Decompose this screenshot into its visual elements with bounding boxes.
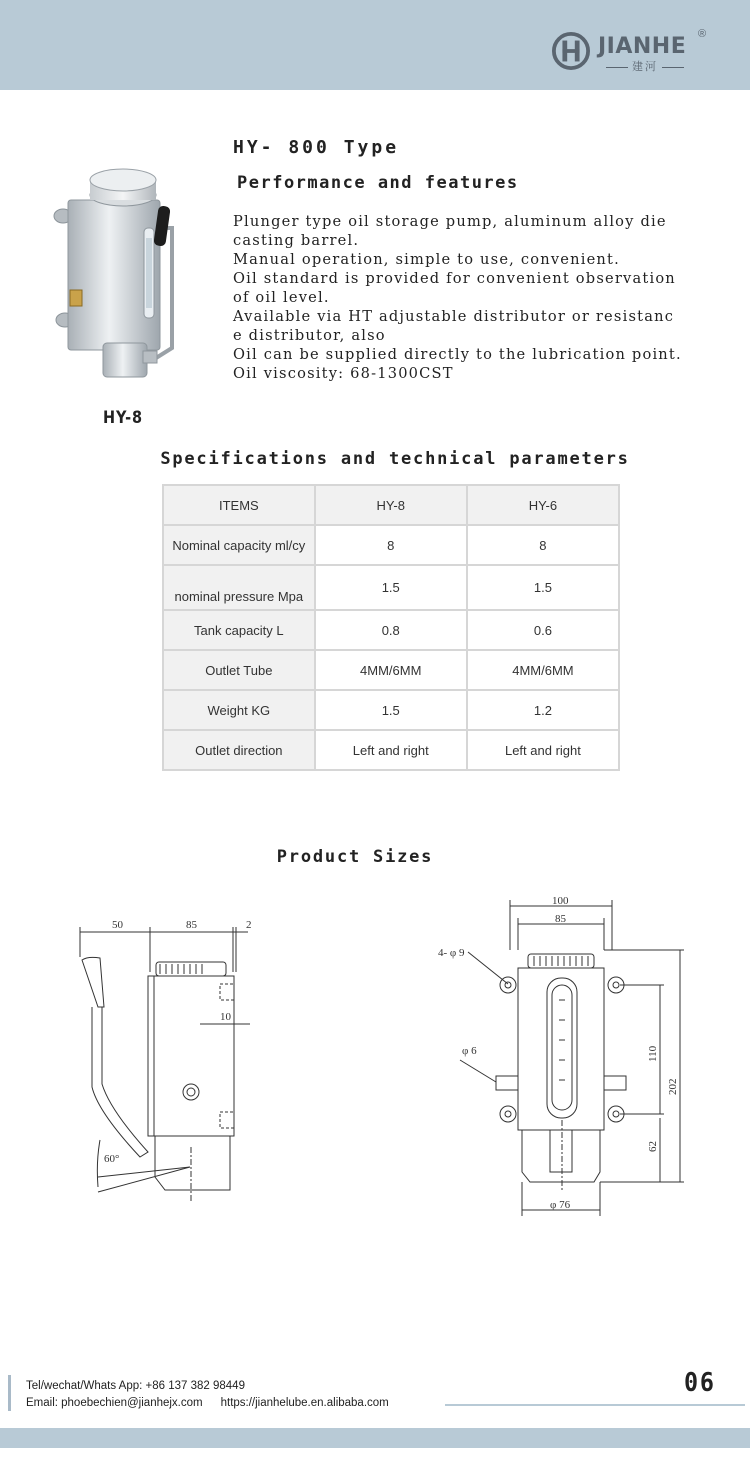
table-header-row: [163, 485, 619, 525]
features-text: [233, 212, 733, 383]
table-cell: 4MM/6MM: [315, 650, 467, 690]
feature-line: Available via HT adjustable distributor or resistanc: [233, 308, 675, 325]
website-link[interactable]: https://jianhelube.en.alibaba.com: [220, 1397, 389, 1409]
features-heading: Performance and features: [237, 173, 519, 193]
dim-label: 10: [220, 1011, 231, 1023]
header-band: [0, 0, 750, 90]
dim-label: 4- φ 9: [438, 947, 465, 959]
dim-label: 2: [246, 919, 252, 931]
table-row: [163, 730, 619, 770]
footer-divider: [445, 1404, 745, 1406]
model-label: HY-8: [103, 408, 143, 428]
table-row: [163, 525, 619, 565]
table-row: [163, 565, 619, 610]
dim-label: 202: [667, 1078, 679, 1095]
brand-subtitle: 建河: [602, 58, 688, 74]
table-cell: 1.2: [467, 690, 619, 730]
sizes-heading: Product Sizes: [276, 847, 434, 867]
spec-table: [162, 484, 620, 771]
dim-label: 85: [555, 913, 566, 925]
dim-label: 100: [552, 895, 569, 907]
dim-label: 62: [647, 1141, 659, 1152]
contact-phone: Tel/wechat/Whats App: +86 137 382 98449: [26, 1380, 245, 1392]
table-row: [163, 610, 619, 650]
table-cell: Tank capacity L: [163, 610, 315, 650]
feature-line: of oil level.: [233, 289, 330, 306]
logo-mark-icon: [552, 32, 590, 70]
footer-contact: [26, 1378, 389, 1412]
page-number: 06: [684, 1368, 716, 1398]
table-cell: 0.8: [315, 610, 467, 650]
table-cell: nominal pressure Mpa: [163, 565, 315, 610]
table-cell: 8: [315, 525, 467, 565]
dim-label: φ 76: [550, 1199, 571, 1211]
table-cell: Left and right: [315, 730, 467, 770]
footer-accent-bar: [8, 1375, 11, 1411]
product-photo: [48, 168, 198, 383]
dim-label: φ 6: [462, 1045, 477, 1057]
registered-mark: ®: [698, 28, 707, 40]
table-cell: 1.5: [315, 690, 467, 730]
feature-line: Plunger type oil storage pump, aluminum alloy die: [233, 213, 667, 230]
feature-line: Oil viscosity: 68-1300CST: [233, 365, 454, 382]
table-row: [163, 650, 619, 690]
table-cell: 4MM/6MM: [467, 650, 619, 690]
table-row: [163, 690, 619, 730]
table-cell: 0.6: [467, 610, 619, 650]
table-cell: 1.5: [315, 565, 467, 610]
spec-heading: Specifications and technical parameters: [160, 449, 630, 469]
feature-line: casting barrel.: [233, 232, 360, 249]
table-cell: Nominal capacity ml/cy: [163, 525, 315, 565]
table-cell: 8: [467, 525, 619, 565]
table-cell: Left and right: [467, 730, 619, 770]
side-view-drawing: [70, 912, 270, 1212]
table-cell: Outlet Tube: [163, 650, 315, 690]
brand-logo: [552, 28, 712, 74]
table-cell: 1.5: [467, 565, 619, 610]
header-cell: ITEMS: [163, 485, 315, 525]
front-view-drawing: [430, 890, 700, 1220]
dim-label: 50: [112, 919, 123, 931]
header-cell: HY-8: [315, 485, 467, 525]
brand-name: JIANHE: [598, 34, 687, 59]
product-title: HY- 800 Type: [233, 137, 400, 158]
feature-line: Oil can be supplied directly to the lubrication point.: [233, 346, 682, 363]
dim-label: 60°: [104, 1153, 120, 1165]
table-cell: Weight KG: [163, 690, 315, 730]
bottom-band: [0, 1428, 750, 1448]
table-cell: Outlet direction: [163, 730, 315, 770]
contact-email: Email: phoebechien@jianhejx.com: [26, 1397, 203, 1409]
dim-label: 85: [186, 919, 197, 931]
feature-line: e distributor, also: [233, 327, 386, 344]
header-cell: HY-6: [467, 485, 619, 525]
feature-line: Manual operation, simple to use, convenient.: [233, 251, 620, 268]
dim-label: 110: [647, 1045, 659, 1062]
feature-line: Oil standard is provided for convenient observation: [233, 270, 676, 287]
